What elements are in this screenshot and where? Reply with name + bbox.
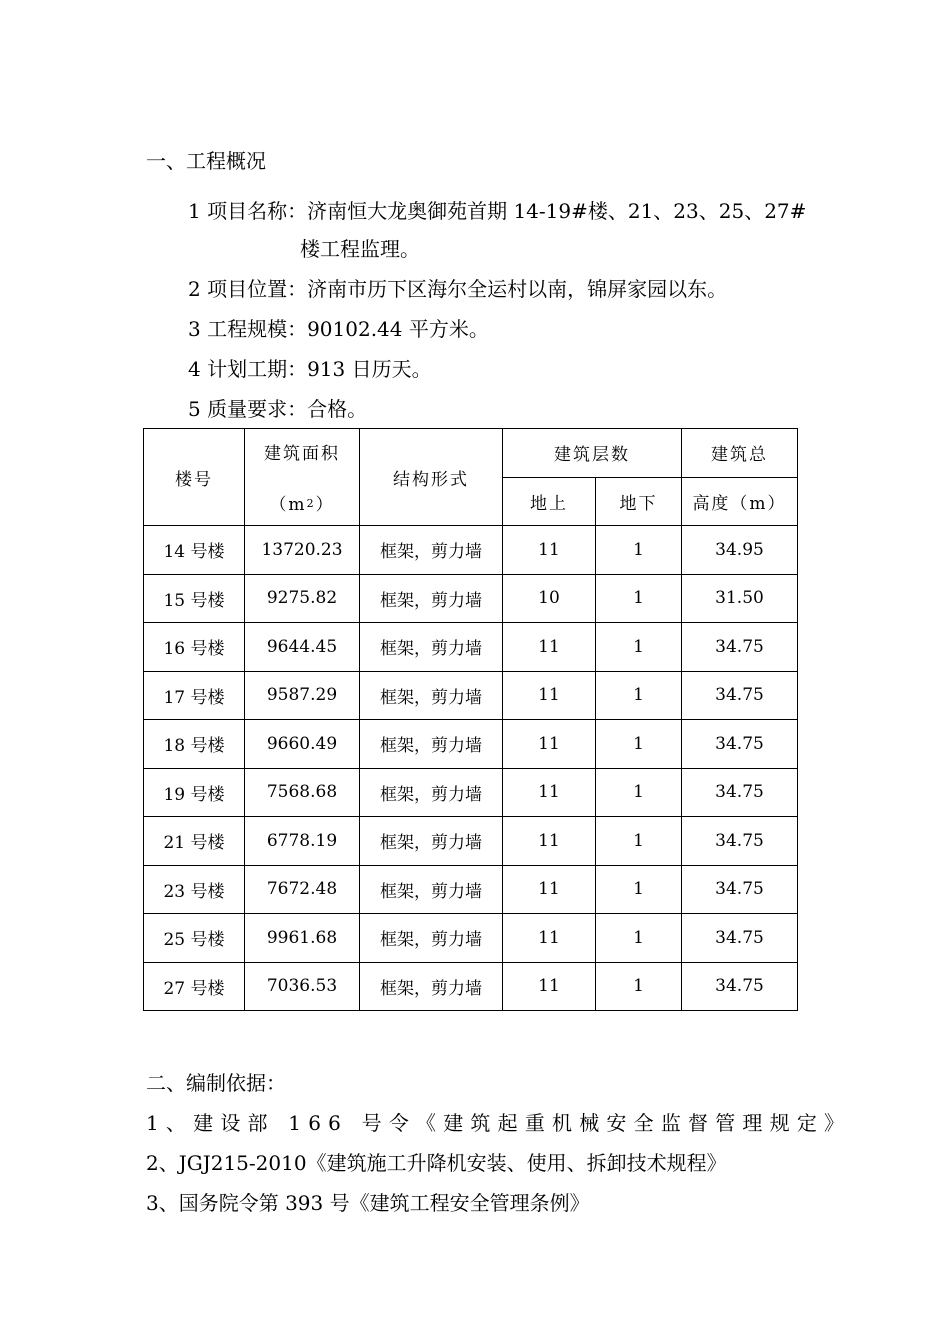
section-1-heading: 一、工程概况: [146, 149, 266, 173]
below-ground-cell: 1: [596, 962, 682, 1011]
above-ground-cell: 11: [503, 720, 596, 769]
table-row: [144, 914, 798, 963]
header-area-label: 建筑面积: [264, 444, 340, 464]
building-cell: 23 号楼: [144, 865, 245, 914]
header-above-ground: 地上: [503, 477, 596, 526]
header-height-line2: 高度（m）: [682, 477, 798, 526]
structure-cell: 框架，剪力墙: [360, 526, 503, 575]
table-row: [144, 817, 798, 866]
building-cell: 21 号楼: [144, 817, 245, 866]
area-cell: 9961.68: [245, 914, 360, 963]
project-location-line: 2 项目位置：济南市历下区海尔全运村以南，锦屏家园以东。: [188, 277, 728, 301]
height-cell: 34.75: [682, 623, 798, 672]
building-cell: 14 号楼: [144, 526, 245, 575]
area-cell: 7036.53: [245, 962, 360, 1011]
above-ground-cell: 11: [503, 623, 596, 672]
area-cell: 7672.48: [245, 865, 360, 914]
above-ground-cell: 10: [503, 574, 596, 623]
project-scale-line: 3 工程规模：90102.44 平方米。: [188, 317, 489, 341]
above-ground-cell: 11: [503, 914, 596, 963]
structure-cell: 框架，剪力墙: [360, 720, 503, 769]
below-ground-cell: 1: [596, 914, 682, 963]
above-ground-cell: 11: [503, 526, 596, 575]
header-floors: 建筑层数: [503, 429, 682, 478]
height-cell: 34.75: [682, 817, 798, 866]
table-row: [144, 720, 798, 769]
area-cell: 9660.49: [245, 720, 360, 769]
below-ground-cell: 1: [596, 623, 682, 672]
area-cell: 9644.45: [245, 623, 360, 672]
structure-cell: 框架，剪力墙: [360, 623, 503, 672]
table-row: [144, 526, 798, 575]
area-cell: 9275.82: [245, 574, 360, 623]
header-building: 楼号: [144, 429, 245, 526]
height-cell: 34.75: [682, 865, 798, 914]
reference-item: 2、JGJ215-2010《建筑施工升降机安装、使用、拆卸技术规程》: [146, 1151, 727, 1175]
height-cell: 31.50: [682, 574, 798, 623]
header-height-line1: 建筑总: [682, 429, 798, 478]
above-ground-cell: 11: [503, 768, 596, 817]
table-row: [144, 768, 798, 817]
building-cell: 18 号楼: [144, 720, 245, 769]
area-cell: 13720.23: [245, 526, 360, 575]
building-cell: 17 号楼: [144, 671, 245, 720]
section-2-heading: 二、编制依据：: [146, 1071, 286, 1095]
height-cell: 34.75: [682, 671, 798, 720]
above-ground-cell: 11: [503, 817, 596, 866]
building-table: [143, 428, 798, 1011]
below-ground-cell: 1: [596, 526, 682, 575]
building-cell: 19 号楼: [144, 768, 245, 817]
area-cell: 6778.19: [245, 817, 360, 866]
quality-requirement-line: 5 质量要求：合格。: [188, 397, 368, 421]
project-duration-line: 4 计划工期：913 日历天。: [188, 357, 432, 381]
height-cell: 34.75: [682, 720, 798, 769]
above-ground-cell: 11: [503, 865, 596, 914]
below-ground-cell: 1: [596, 865, 682, 914]
header-structure: 结构形式: [360, 429, 503, 526]
height-cell: 34.95: [682, 526, 798, 575]
structure-cell: 框架，剪力墙: [360, 865, 503, 914]
area-cell: 7568.68: [245, 768, 360, 817]
below-ground-cell: 1: [596, 574, 682, 623]
table-row: [144, 671, 798, 720]
reference-item: 3、国务院令第 393 号《建筑工程安全管理条例》: [146, 1191, 590, 1215]
building-cell: 25 号楼: [144, 914, 245, 963]
building-cell: 16 号楼: [144, 623, 245, 672]
height-cell: 34.75: [682, 962, 798, 1011]
structure-cell: 框架，剪力墙: [360, 574, 503, 623]
structure-cell: 框架，剪力墙: [360, 962, 503, 1011]
header-area: [245, 429, 360, 526]
project-name-line: 1 项目名称：济南恒大龙奥御苑首期 14-19#楼、21、23、25、27#: [188, 199, 807, 223]
above-ground-cell: 11: [503, 962, 596, 1011]
table-row: [144, 574, 798, 623]
below-ground-cell: 1: [596, 768, 682, 817]
height-cell: 34.75: [682, 914, 798, 963]
table-row: [144, 623, 798, 672]
table-row: [144, 962, 798, 1011]
header-below-ground: 地下: [596, 477, 682, 526]
area-cell: 9587.29: [245, 671, 360, 720]
below-ground-cell: 1: [596, 671, 682, 720]
reference-item: 1、建设部 166 号令《建筑起重机械安全监督管理规定》: [146, 1111, 852, 1135]
structure-cell: 框架，剪力墙: [360, 671, 503, 720]
table-header-row: [144, 429, 798, 478]
building-cell: 27 号楼: [144, 962, 245, 1011]
above-ground-cell: 11: [503, 671, 596, 720]
header-area-unit: $(m^2)$: [269, 495, 335, 515]
building-cell: 15 号楼: [144, 574, 245, 623]
structure-cell: 框架，剪力墙: [360, 768, 503, 817]
structure-cell: 框架，剪力墙: [360, 914, 503, 963]
below-ground-cell: 1: [596, 817, 682, 866]
table-row: [144, 865, 798, 914]
project-name-continuation: 楼工程监理。: [300, 237, 420, 261]
below-ground-cell: 1: [596, 720, 682, 769]
height-cell: 34.75: [682, 768, 798, 817]
structure-cell: 框架，剪力墙: [360, 817, 503, 866]
